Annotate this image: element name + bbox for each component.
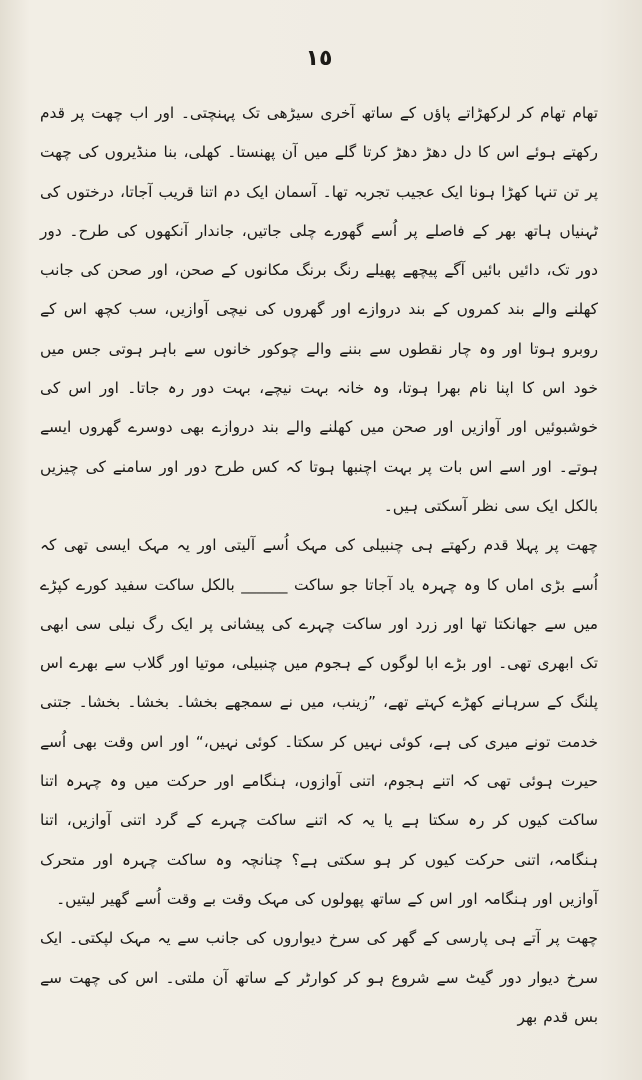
page-number: ١٥ xyxy=(305,46,333,71)
paragraph-3: چھت پر آتے ہی پارسی کے گھر کی سرخ دیواروں کی جانب سے یہ مہک لپکتی۔ ایک سرخ دیوار دور گیٹ سے شروع ہو کر کوارٹر کے ساتھ آن ملتی۔ اس کی چھت سے بس قدم بھر xyxy=(40,929,598,1026)
page-text xyxy=(40,94,598,1037)
paragraph-2: چھت پر پہلا قدم رکھتے ہی چنبیلی کی مہک اُسے آلیتی اور یہ مہک ایسی تھی کہ اُسے بڑی اماں کا وہ چہرہ یاد آجاتا جو ساکت ______ بالکل ساکت سفید کورے کپڑے میں سے جھانکتا تھا اور زرد اور ساکت چہرے کی پیشانی پر ایک رگ نیلی سی ابھی تک ابھری تھی۔ اور بڑے ابا لوگوں کے ہجوم میں چنبیلی، موتیا اور گلاب سے بھرے اس پلنگ کے سرہانے کھڑے کہتے تھے، ”زینب، میں نے سمجھے بخشا۔ بخشا۔ بخشا۔ جتنی خدمت تونے میری کی ہے، کوئی نہیں کر سکتا۔ کوئی نہیں،“ اور اس وقت بھی اُسے حیرت ہوئی تھی کہ اتنے ہجوم، اتنی آوازوں، ہنگامے اور حرکت میں وہ چہرہ اتنا ساکت کیوں کر رہ سکتا ہے یا یہ کہ اتنے ساکت چہرے کے گرد اتنی آوازیں، اتنا ہنگامہ، اتنی حرکت کیوں کر ہو سکتی ہے؟ چنانچہ وہ ساکت چہرہ اور متحرک آوازیں اور ہنگامہ اور اس کے ساتھ پھولوں کی مہک وقت بے وقت اُسے گھیر لیتیں۔ xyxy=(40,536,598,908)
paragraph-1: تھام تھام کر لرکھڑاتے پاؤں کے ساتھ آخری سیڑھی تک پہنچتی۔ اور اب چھت پر قدم رکھتے ہوئے اس کا دل دھڑ دھڑ کرتا گلے میں آن پھنستا۔ کھلی، بنا منڈیروں کی چھت پر تن تنہا کھڑا ہونا ایک عجیب تجربہ تھا۔ آسمان ایک دم اتنا قریب آجاتا، درختوں کی ٹہنیاں ہاتھ بھر کے فاصلے پر اُسے گھورے چلی جاتیں، جاندار آنکھوں کی طرح۔ دور دور تک، دائیں بائیں آگے پیچھے پھیلے رنگ برنگ مکانوں کے صحن، اور صحن کی جانب کھلنے والے بند کمروں کے بند دروازے اور گھروں کی نیچی آوازیں، سب کچھ اس کے روبرو ہوتا اور وہ چار نقطوں سے بننے والے چوکور خانوں سے باہر ہوتی جس میں خود اس کا اپنا نام بھرا ہوتا، وہ خانہ بہت نیچے، بہت دور رہ جاتا۔ اور اس کی خوشبوئیں اور آوازیں اور صحن میں کھلنے والے بند دروازے بھی دوسرے گھروں ایسے ہوتے۔ اور اسے اس بات پر بہت اچنبھا ہوتا کہ کس طرح دور اور سامنے کی چیزیں بالکل ایک سی نظر آسکتی ہیں۔ xyxy=(40,104,598,515)
